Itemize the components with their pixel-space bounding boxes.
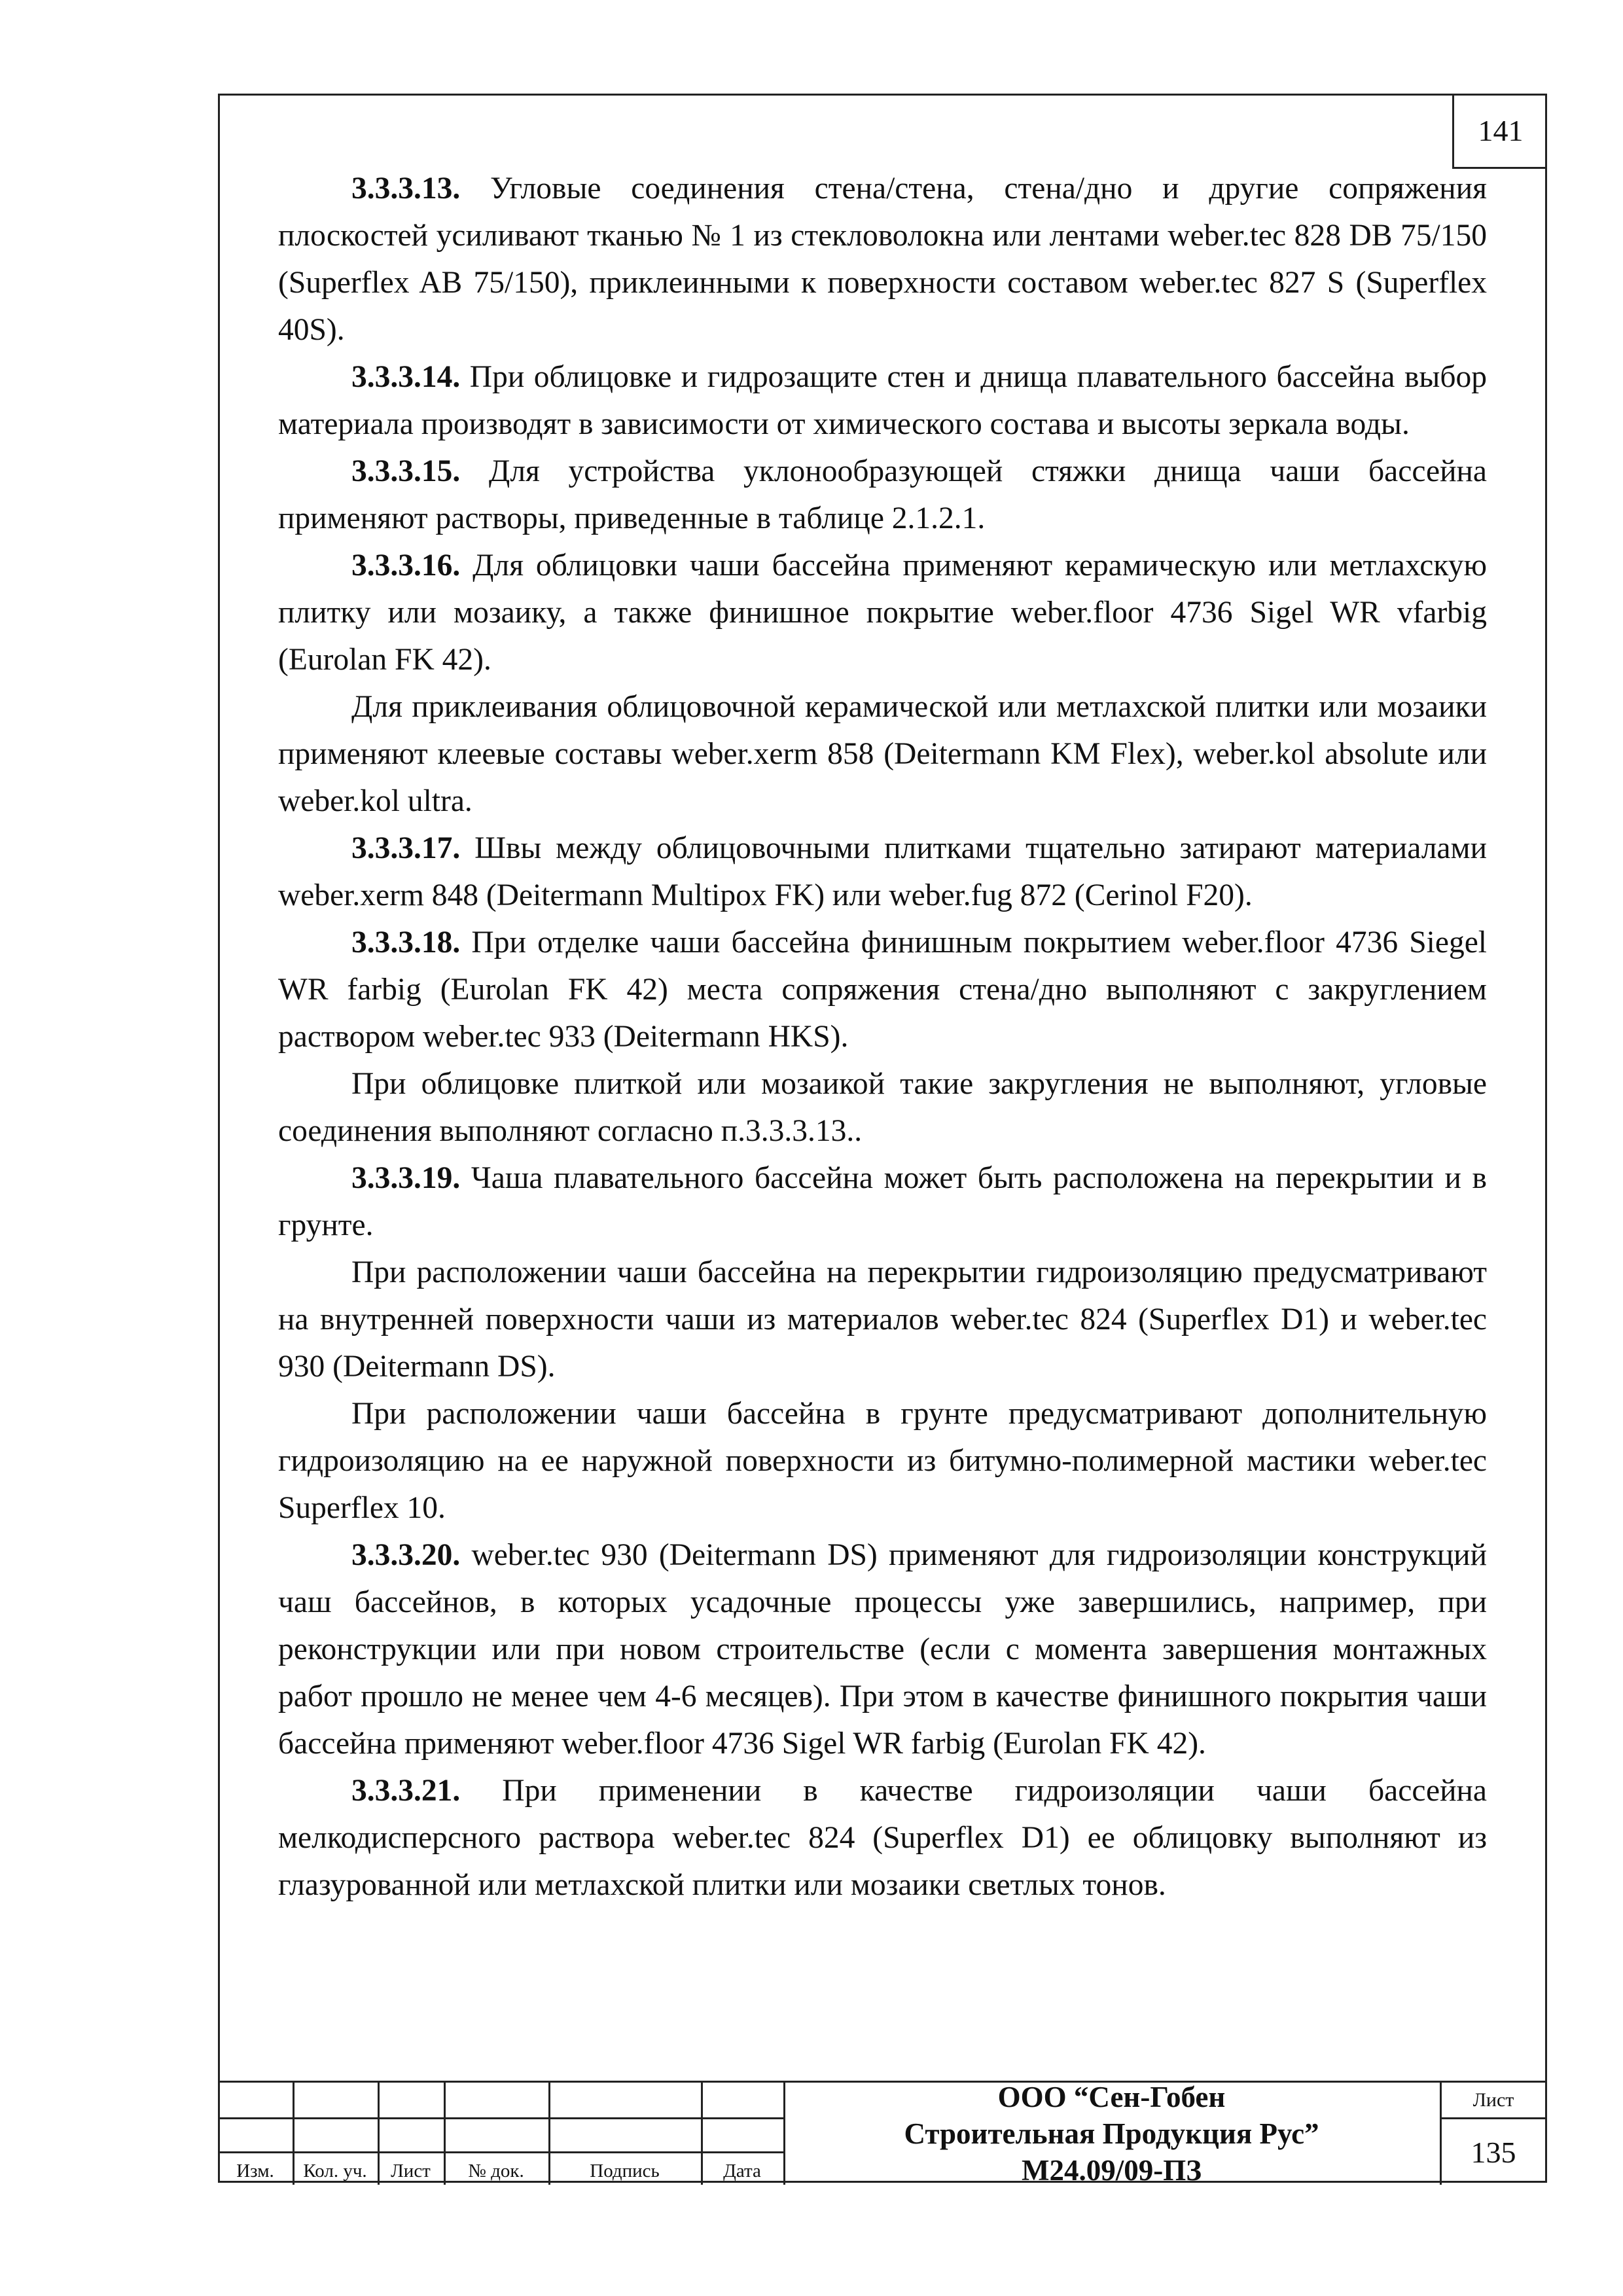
paragraph	[278, 919, 1487, 1060]
paragraph-text: При отделке чаши бассейна финишным покрытием weber.floor 4736 Siegel WR farbig (Eurolan FK 42) места сопряжения стена/дно выполняют с закруглением раствором weber.tec 933 (Deitermann HKS).	[278, 925, 1487, 1054]
paragraph	[278, 165, 1487, 353]
title-block	[218, 2081, 1547, 2187]
page-number: 141	[1452, 94, 1547, 169]
paragraph	[278, 1767, 1487, 1909]
paragraph-text: Для облицовки чаши бассейна применяют керамическую или метлахскую плитку или мозаику, а также финишное покрытие weber.floor 4736 Sigel WR vfarbig (Eurolan FK 42).	[278, 548, 1487, 677]
col-label-date: Дата	[723, 2161, 761, 2181]
paragraph	[278, 353, 1487, 448]
clause-number: 3.3.3.21.	[351, 1774, 461, 1808]
sheet-number: 135	[1471, 2135, 1516, 2169]
sheet-label: Лист	[1440, 2083, 1547, 2119]
paragraph	[278, 542, 1487, 683]
col-label-doc: № док.	[468, 2161, 524, 2181]
paragraph-text: Угловые соединения стена/стена, стена/дно и другие сопряжения плоскостей усиливают тканью № 1 из стекловолокна или лентами weber.tec 828 DB 75/150 (Superflex AB 75/150), приклеинными к поверхности составом weber.tec 827 S (Superflex 40S).	[278, 171, 1487, 347]
paragraph-text: При расположении чаши бассейна на перекрытии гидроизоляцию предусматривают на внутренней поверхности чаши из материалов weber.tec 824 (Superflex D1) и weber.tec 930 (Deitermann DS).	[278, 1255, 1487, 1384]
paragraph-text: weber.tec 930 (Deitermann DS) применяют для гидроизоляции конструкций чаш бассейнов, в которых усадочные процессы уже завершились, например, при реконструкции или при новом строительстве (если с момента завершения монтажных работ прошло не менее чем 4-6 месяцев). При этом в качестве финишного покрытия чаши бассейна применяют weber.floor 4736 Sigel WR farbig (Eurolan FK 42).	[278, 1538, 1487, 1761]
paragraph-text: При облицовке плиткой или мозаикой такие закругления не выполняют, угловые соединения выполняют согласно п.3.3.3.13..	[278, 1067, 1487, 1148]
document-code: М24.09/09-ПЗ	[1022, 2154, 1202, 2187]
paragraph	[278, 1532, 1487, 1767]
col-label-list: Лист	[391, 2161, 431, 2181]
paragraph	[278, 825, 1487, 919]
clause-number: 3.3.3.15.	[351, 454, 461, 488]
company-name-line2: Строительная Продукция Рус”	[904, 2117, 1319, 2150]
company-block	[783, 2083, 1440, 2185]
paragraph	[278, 448, 1487, 542]
paragraph	[278, 1249, 1487, 1390]
paragraph-text: Для приклеивания облицовочной керамической или метлахской плитки или мозаики применяют клеевые составы weber.xerm 858 (Deitermann KM Flex), weber.kol absolute или weber.kol ultra.	[278, 690, 1487, 818]
grid-row-line	[218, 2151, 783, 2153]
paragraph-text: При применении в качестве гидроизоляции чаши бассейна мелкодисперсного раствора weber.tec 824 (Superflex D1) ее облицовку выполняют из глазурованной или метлахской плитки или мозаики светлых тонов.	[278, 1774, 1487, 1902]
clause-number: 3.3.3.19.	[351, 1161, 461, 1195]
col-label-izm: Изм.	[236, 2161, 274, 2181]
paragraph	[278, 683, 1487, 825]
document-body	[278, 165, 1487, 1909]
col-label-sign: Подпись	[590, 2161, 660, 2181]
paragraph-text: При расположении чаши бассейна в грунте предусматривают дополнительную гидроизоляцию на ее наружной поверхности из битумно-полимерной мастики weber.tec Superflex 10.	[278, 1397, 1487, 1525]
paragraph	[278, 1390, 1487, 1532]
clause-number: 3.3.3.20.	[351, 1538, 461, 1572]
company-name-line1: ООО “Сен-Гобен	[997, 2081, 1226, 2113]
clause-number: 3.3.3.14.	[351, 360, 461, 394]
clause-number: 3.3.3.16.	[351, 548, 461, 583]
paragraph-text: При облицовке и гидрозащите стен и днища плавательного бассейна выбор материала производят в зависимости от химического состава и высоты зеркала воды.	[278, 360, 1487, 441]
col-label-kol: Кол. уч.	[303, 2161, 367, 2181]
clause-number: 3.3.3.13.	[351, 171, 461, 206]
clause-number: 3.3.3.18.	[351, 925, 461, 960]
paragraph	[278, 1060, 1487, 1155]
paragraph-text: Для устройства уклонообразующей стяжки днища чаши бассейна применяют растворы, приведенные в таблице 2.1.2.1.	[278, 454, 1487, 535]
paragraph-text: Швы между облицовочными плитками тщательно затирают материалами weber.xerm 848 (Deitermann Multipox FK) или weber.fug 872 (Cerinol F20).	[278, 831, 1487, 912]
clause-number: 3.3.3.17.	[351, 831, 461, 865]
paragraph-text: Чаша плавательного бассейна может быть расположена на перекрытии и в грунте.	[278, 1161, 1487, 1242]
paragraph	[278, 1155, 1487, 1249]
grid-row-line	[218, 2117, 783, 2119]
